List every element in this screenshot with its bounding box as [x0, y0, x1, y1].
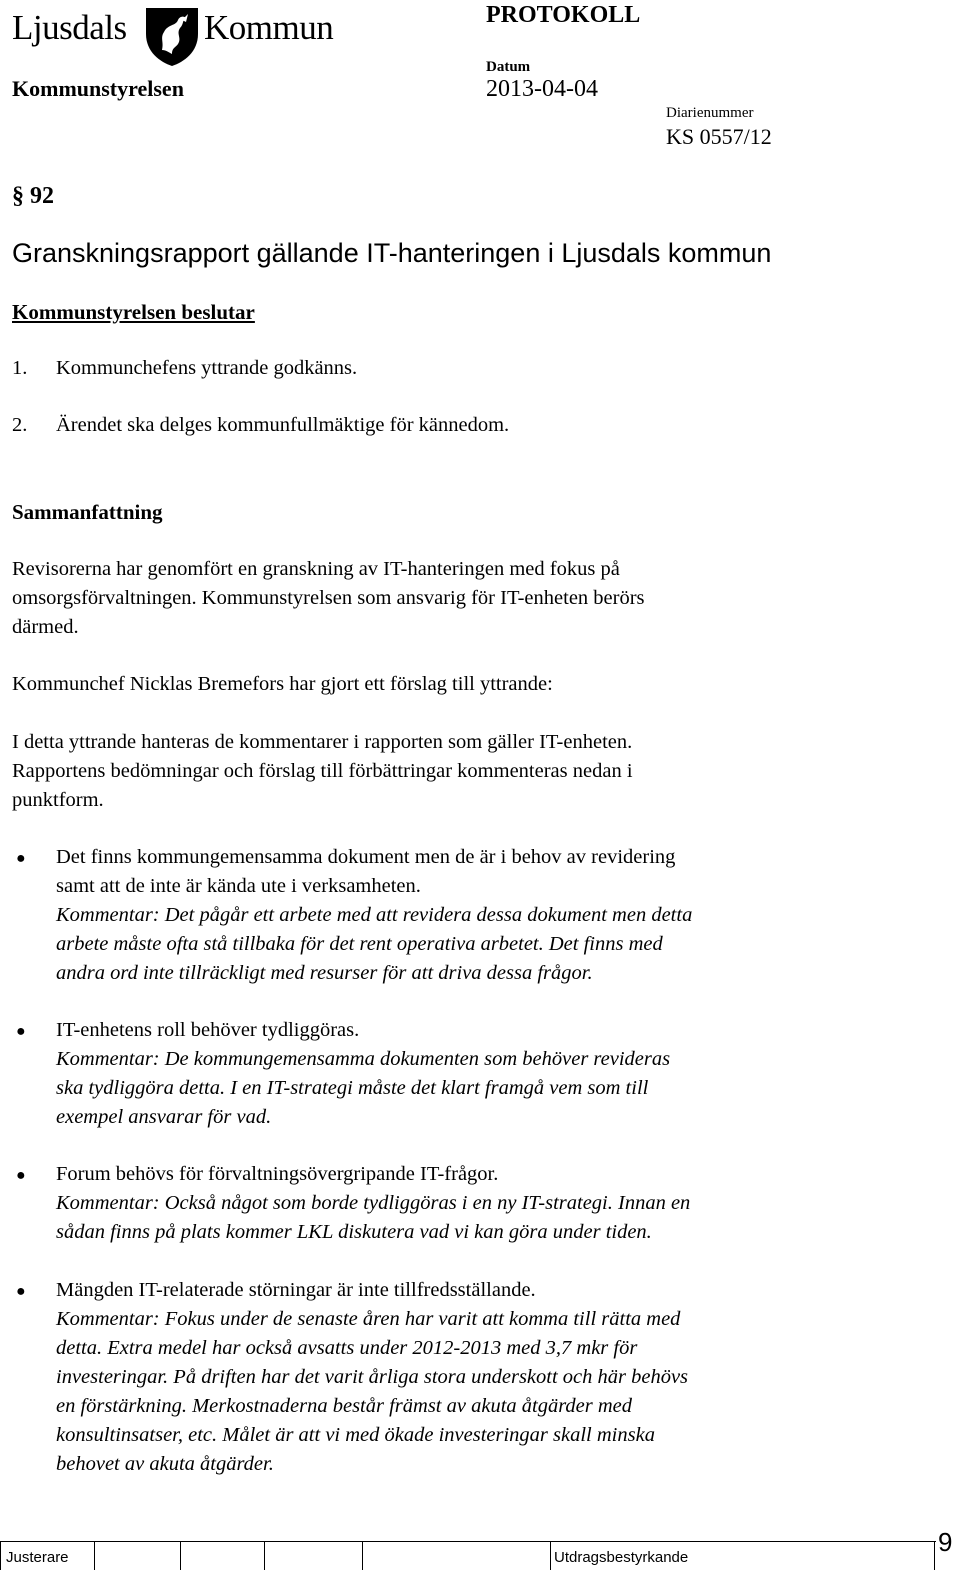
diary-label: Diarienummer: [666, 105, 754, 121]
decision-item-text: Ärendet ska delges kommunfullmäktige för kännedom.: [56, 414, 510, 436]
comment-line: en förstärkning. Merkostnaderna består främst av akuta åtgärder med: [56, 1395, 633, 1417]
comment-line: Kommentar: De kommungemensamma dokumenten som behöver revideras: [56, 1048, 671, 1070]
footer-signature-table: [0, 1527, 960, 1583]
comment-line: investeringar. På driften har det varit årliga stora underskott och här behövs: [56, 1366, 689, 1388]
date-label: Datum: [486, 59, 531, 75]
footer-rule: [0, 1541, 936, 1542]
summary-heading: Sammanfattning: [12, 500, 163, 524]
ljusdals-kommun-logo: [8, 4, 338, 68]
footer-signature-cell: [264, 1542, 265, 1570]
summary-line: Kommunchef Nicklas Bremefors har gjort ett förslag till yttrande:: [12, 673, 553, 695]
summary-line: omsorgsförvaltningen. Kommunstyrelsen som ansvarig för IT-enheten berörs: [12, 587, 645, 609]
summary-line: därmed.: [12, 616, 79, 638]
summary-line: I detta yttrande hanteras de kommentarer i rapporten som gäller IT-enheten.: [12, 731, 633, 753]
bullet-icon: ●: [16, 1167, 26, 1184]
bullet-icon: ●: [16, 1283, 26, 1300]
decision-item-text: Kommunchefens yttrande godkänns.: [56, 357, 358, 379]
bullet-icon: ●: [16, 1023, 26, 1040]
comment-line: andra ord inte tillräckligt med resurser för att driva dessa frågor.: [56, 962, 593, 984]
comment-line: detta. Extra medel har också avsatts under 2012-2013 med 3,7 mkr för: [56, 1337, 638, 1359]
comment-line: sådan finns på plats kommer LKL diskutera vad vi kan göra under tiden.: [56, 1221, 652, 1243]
footer-cell-border: [550, 1542, 551, 1570]
footer-signature-cell: [94, 1542, 95, 1570]
footer-signer-label: Justerare: [6, 1549, 69, 1566]
bullet-line: IT-enhetens roll behöver tydliggöras.: [56, 1019, 360, 1041]
page-title: Granskningsrapport gällande IT-hanteringen i Ljusdals kommun: [12, 238, 772, 268]
document-type: PROTOKOLL: [486, 2, 641, 28]
summary-line: Revisorerna har genomfört en granskning av IT-hanteringen med fokus på: [12, 558, 620, 580]
footer-signature-cell: [362, 1542, 363, 1570]
decision-item-number: 1.: [12, 357, 28, 379]
comment-line: Kommentar: Det pågår ett arbete med att revidera dessa dokument men detta: [56, 904, 693, 926]
footer-cell-border: [0, 1542, 1, 1570]
bullet-icon: ●: [16, 850, 26, 867]
bullet-line: Forum behövs för förvaltningsövergripande IT-frågor.: [56, 1163, 499, 1185]
footer-cell-border: [934, 1542, 935, 1570]
decision-item-number: 2.: [12, 414, 28, 436]
comment-line: behovet av akuta åtgärder.: [56, 1453, 274, 1475]
section-number: § 92: [12, 183, 54, 209]
comment-line: konsultinsatser, etc. Målet är att vi med ökade investeringar skall minska: [56, 1424, 655, 1446]
bullet-line: samt att de inte är kända ute i verksamheten.: [56, 875, 421, 897]
bullet-line: Mängden IT-relaterade störningar är inte tillfredsställande.: [56, 1279, 536, 1301]
comment-line: Kommentar: Också något som borde tydliggöras i en ny IT-strategi. Innan en: [56, 1192, 691, 1214]
comment-line: Kommentar: Fokus under de senaste åren har varit att komma till rätta med: [56, 1308, 681, 1330]
committee-name: Kommunstyrelsen: [12, 76, 184, 101]
footer-signature-cell: [180, 1542, 181, 1570]
decision-heading: Kommunstyrelsen beslutar: [12, 300, 255, 324]
diary-number: KS 0557/12: [666, 124, 772, 149]
logo-word-right: Kommun: [204, 8, 334, 47]
page-number: 9: [938, 1527, 953, 1557]
comment-line: exempel ansvarar för vad.: [56, 1106, 272, 1128]
comment-line: ska tydliggöra detta. I en IT-strategi måste det klart framgå vem som till: [56, 1077, 649, 1099]
bullet-line: Det finns kommungemensamma dokument men de är i behov av revidering: [56, 846, 676, 868]
summary-line: Rapportens bedömningar och förslag till förbättringar kommenteras nedan i: [12, 760, 633, 782]
date-value: 2013-04-04: [486, 76, 598, 102]
summary-line: punktform.: [12, 789, 104, 811]
logo-word-left: Ljusdals: [12, 8, 127, 47]
comment-line: arbete måste ofta stå tillbaka för det rent operativa arbetet. Det finns med: [56, 933, 663, 955]
footer-certification-label: Utdragsbestyrkande: [554, 1549, 689, 1566]
crest-icon: [142, 4, 202, 68]
